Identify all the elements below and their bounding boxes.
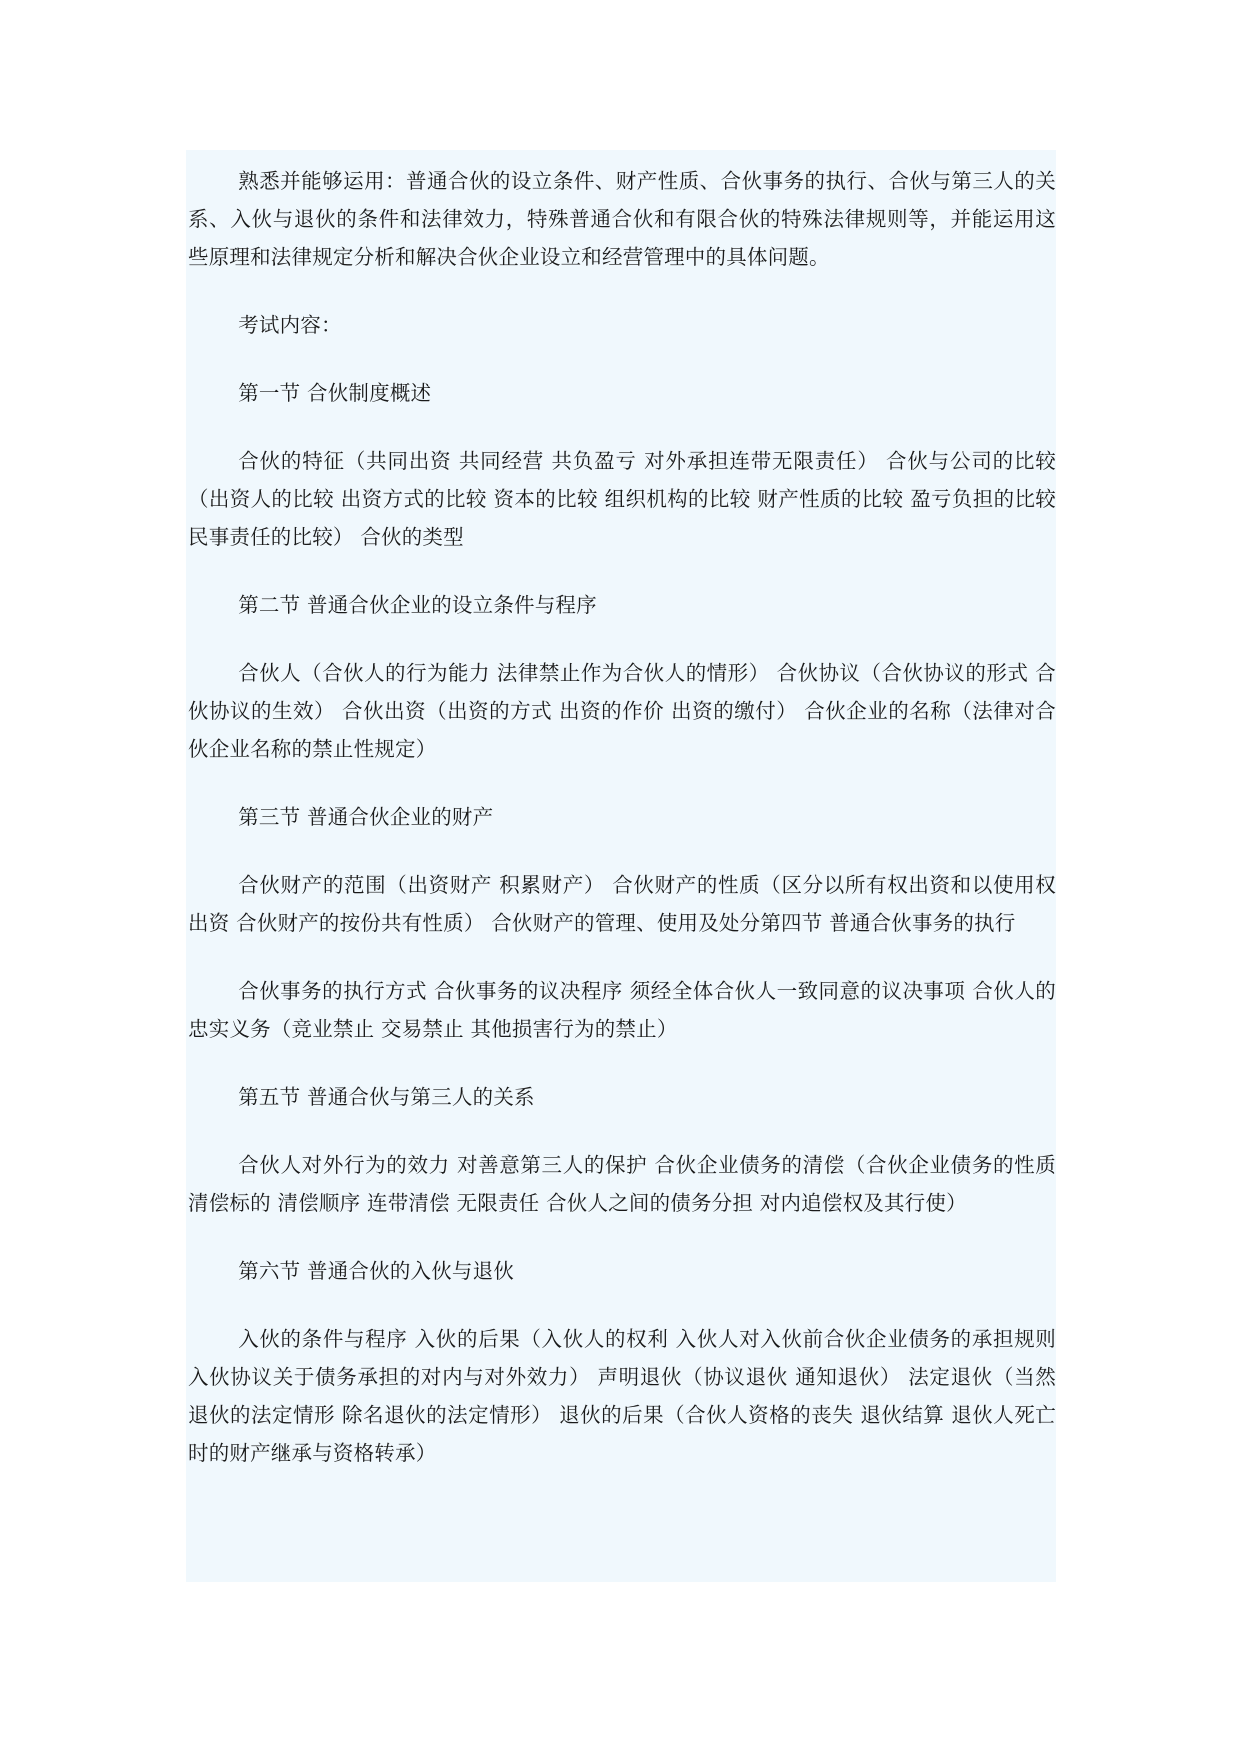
section-6-heading: 第六节 普通合伙的入伙与退伙 — [238, 1259, 515, 1283]
section-1-heading: 第一节 合伙制度概述 — [238, 381, 432, 405]
section-6-body: 入伙的条件与程序 入伙的后果（入伙人的权利 入伙人对入伙前合伙企业债务的承担规则 入伙协议关于债务承担的对内与对外效力） 声明退伙（协议退伙 通知退伙） 法定退伙（当然退伙的法定情形 除名退伙的法定情形） 退伙的后果（合伙人资格的丧失 退伙结算 退伙人死亡时的财产继承与资格转承） — [188, 1327, 1056, 1465]
section-2-body: 合伙人（合伙人的行为能力 法律禁止作为合伙人的情形） 合伙协议（合伙协议的形式 合伙协议的生效） 合伙出资（出资的方式 出资的作价 出资的缴付） 合伙企业的名称（法律对合伙企业名称的禁止性规定） — [188, 661, 1056, 761]
section-3-body: 合伙财产的范围（出资财产 积累财产） 合伙财产的性质（区分以所有权出资和以使用权出资 合伙财产的按份共有性质） 合伙财产的管理、使用及处分第四节 普通合伙事务的执行 — [188, 873, 1056, 935]
section-5-heading: 第五节 普通合伙与第三人的关系 — [238, 1085, 535, 1109]
section-5-body: 合伙人对外行为的效力 对善意第三人的保护 合伙企业债务的清偿（合伙企业债务的性质 清偿标的 清偿顺序 连带清偿 无限责任 合伙人之间的债务分担 对内追偿权及其行使） — [188, 1153, 1056, 1215]
intro-paragraph: 熟悉并能够运用：普通合伙的设立条件、财产性质、合伙事务的执行、合伙与第三人的关系、入伙与退伙的条件和法律效力，特殊普通合伙和有限合伙的特殊法律规则等，并能运用这些原理和法律规定分析和解决合伙企业设立和经营管理中的具体问题。 — [188, 169, 1056, 269]
exam-content-label: 考试内容： — [238, 313, 342, 337]
section-4-body: 合伙事务的执行方式 合伙事务的议决程序 须经全体合伙人一致同意的议决事项 合伙人的忠实义务（竞业禁止 交易禁止 其他损害行为的禁止） — [188, 979, 1056, 1041]
section-1-body: 合伙的特征（共同出资 共同经营 共负盈亏 对外承担连带无限责任） 合伙与公司的比较（出资人的比较 出资方式的比较 资本的比较 组织机构的比较 财产性质的比较 盈亏负担的比较 民事责任的比较） 合伙的类型 — [188, 449, 1056, 549]
section-2-heading: 第二节 普通合伙企业的设立条件与程序 — [238, 593, 597, 617]
document-text-block — [186, 150, 1056, 1582]
section-3-heading: 第三节 普通合伙企业的财产 — [238, 805, 494, 829]
